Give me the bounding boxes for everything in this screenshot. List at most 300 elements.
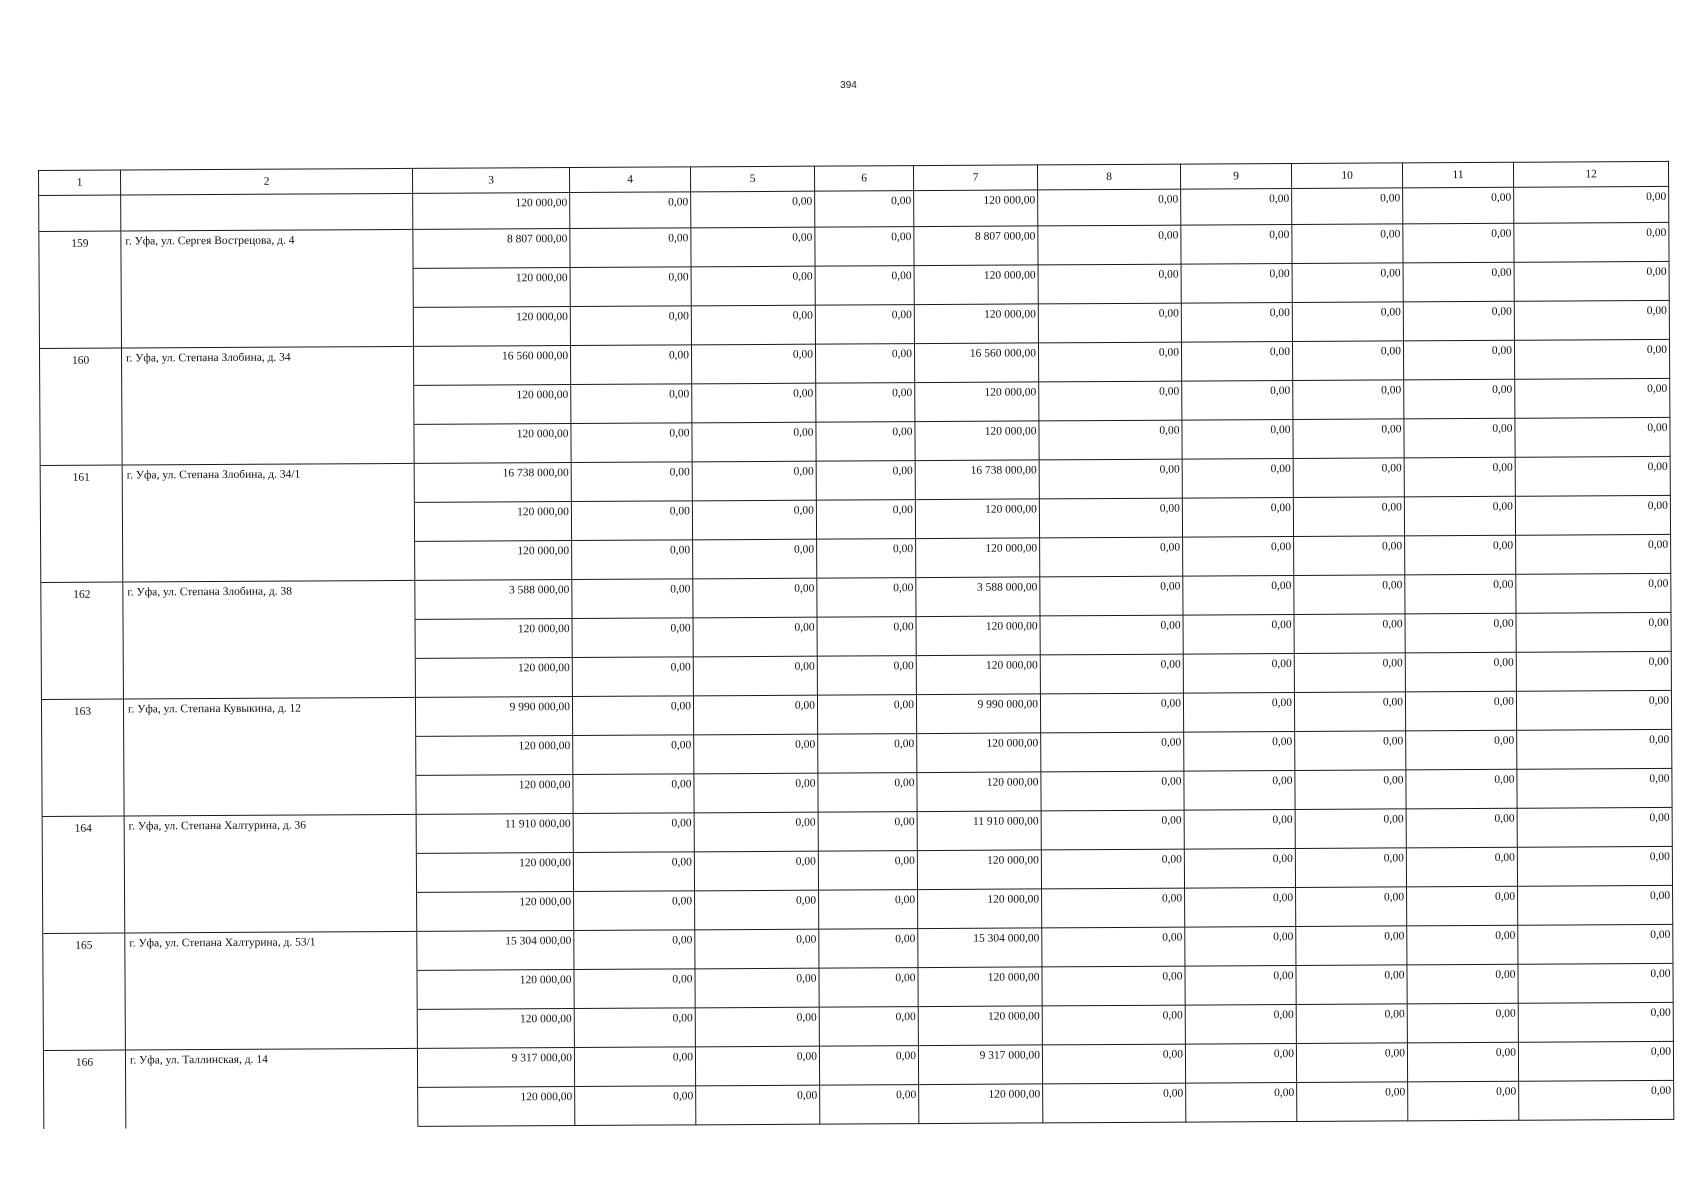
value-cell: 0,00 bbox=[694, 812, 818, 852]
column-header: 10 bbox=[1291, 163, 1402, 189]
value-cell: 120 000,00 bbox=[915, 421, 1039, 461]
value-cell: 0,00 bbox=[1039, 420, 1182, 460]
value-cell: 0,00 bbox=[1404, 379, 1515, 419]
value-cell: 0,00 bbox=[1183, 692, 1294, 732]
value-cell: 0,00 bbox=[1039, 459, 1182, 499]
column-header: 8 bbox=[1037, 164, 1180, 190]
value-cell: 0,00 bbox=[574, 969, 695, 1009]
value-cell: 0,00 bbox=[1182, 497, 1293, 537]
value-cell: 0,00 bbox=[1514, 339, 1669, 379]
row-index: 162 bbox=[41, 582, 123, 621]
budget-table bbox=[38, 161, 1674, 1129]
value-cell: 0,00 bbox=[1181, 302, 1292, 342]
column-header: 4 bbox=[569, 167, 690, 193]
value-cell: 3 588 000,00 bbox=[916, 577, 1040, 617]
address-cell: г. Уфа, ул. Степана Злобина, д. 34 bbox=[121, 346, 413, 387]
value-cell: 0,00 bbox=[1514, 222, 1669, 262]
value-cell: 0,00 bbox=[1183, 614, 1294, 654]
row-index: 163 bbox=[41, 699, 123, 738]
row-index: 161 bbox=[40, 465, 122, 504]
index-cell bbox=[44, 1089, 126, 1128]
value-cell: 0,00 bbox=[1404, 418, 1515, 458]
value-cell: 0,00 bbox=[1406, 847, 1517, 887]
value-cell: 0,00 bbox=[571, 462, 692, 502]
value-cell: 0,00 bbox=[1516, 612, 1671, 652]
value-cell: 0,00 bbox=[1518, 885, 1673, 925]
value-cell: 8 807 000,00 bbox=[413, 229, 570, 269]
value-cell: 0,00 bbox=[1406, 808, 1517, 848]
value-cell: 0,00 bbox=[1292, 263, 1403, 303]
value-cell: 0,00 bbox=[1297, 1082, 1408, 1122]
address-cell bbox=[121, 268, 413, 309]
value-cell: 0,00 bbox=[1182, 458, 1293, 498]
value-cell: 0,00 bbox=[1181, 263, 1292, 303]
value-cell: 0,00 bbox=[1184, 731, 1295, 771]
value-cell: 0,00 bbox=[1294, 653, 1405, 693]
address-cell: г. Уфа, ул. Степана Злобина, д. 34/1 bbox=[122, 463, 414, 504]
value-cell: 0,00 bbox=[1293, 458, 1404, 498]
value-cell: 0,00 bbox=[1181, 188, 1292, 225]
column-header: 1 bbox=[39, 170, 121, 195]
value-cell: 15 304 000,00 bbox=[918, 928, 1042, 968]
value-cell: 0,00 bbox=[1042, 1005, 1185, 1045]
value-cell: 0,00 bbox=[1185, 965, 1296, 1005]
value-cell: 0,00 bbox=[815, 305, 914, 345]
value-cell: 0,00 bbox=[574, 1008, 695, 1048]
value-cell: 15 304 000,00 bbox=[417, 931, 574, 971]
address-cell: г. Уфа, ул. Степана Халтурина, д. 53/1 bbox=[125, 931, 417, 972]
value-cell: 0,00 bbox=[691, 305, 815, 345]
value-cell: 0,00 bbox=[1296, 965, 1407, 1005]
value-cell: 0,00 bbox=[1514, 261, 1669, 301]
address-cell bbox=[123, 658, 415, 699]
value-cell: 0,00 bbox=[817, 617, 916, 657]
value-cell: 0,00 bbox=[695, 1046, 819, 1086]
value-cell: 0,00 bbox=[1039, 381, 1182, 421]
value-cell: 0,00 bbox=[1181, 224, 1292, 264]
value-cell: 0,00 bbox=[1518, 924, 1673, 964]
value-cell: 0,00 bbox=[815, 227, 914, 267]
value-cell: 0,00 bbox=[1292, 302, 1403, 342]
value-cell: 120 000,00 bbox=[919, 1084, 1043, 1124]
value-cell: 0,00 bbox=[571, 501, 692, 541]
index-cell bbox=[43, 894, 125, 933]
address-cell: г. Уфа, ул. Степана Злобина, д. 38 bbox=[123, 580, 415, 621]
index-cell bbox=[41, 543, 123, 582]
value-cell: 0,00 bbox=[1516, 573, 1671, 613]
value-cell: 0,00 bbox=[692, 461, 816, 501]
value-cell: 0,00 bbox=[691, 266, 815, 306]
value-cell: 0,00 bbox=[693, 578, 817, 618]
row-index: 166 bbox=[43, 1050, 125, 1089]
index-cell bbox=[39, 309, 121, 348]
value-cell: 0,00 bbox=[1186, 1082, 1297, 1122]
value-cell: 0,00 bbox=[573, 735, 694, 775]
scanned-sheet bbox=[38, 161, 1673, 1129]
value-cell: 0,00 bbox=[1181, 341, 1292, 381]
value-cell: 0,00 bbox=[1294, 692, 1405, 732]
value-cell: 0,00 bbox=[1404, 457, 1515, 497]
value-cell: 0,00 bbox=[1042, 927, 1185, 967]
value-cell: 0,00 bbox=[691, 191, 815, 228]
value-cell: 0,00 bbox=[1184, 848, 1295, 888]
value-cell: 9 990 000,00 bbox=[415, 697, 572, 737]
value-cell: 0,00 bbox=[818, 773, 917, 813]
value-cell: 0,00 bbox=[1292, 224, 1403, 264]
value-cell: 9 317 000,00 bbox=[417, 1048, 574, 1088]
value-cell: 120 000,00 bbox=[416, 775, 573, 815]
value-cell: 0,00 bbox=[816, 500, 915, 540]
value-cell: 0,00 bbox=[572, 579, 693, 619]
row-index: 164 bbox=[42, 816, 124, 855]
value-cell: 0,00 bbox=[570, 228, 691, 268]
value-cell: 120 000,00 bbox=[917, 772, 1041, 812]
value-cell: 0,00 bbox=[819, 1046, 918, 1086]
value-cell: 0,00 bbox=[1405, 613, 1516, 653]
value-cell: 0,00 bbox=[1041, 849, 1184, 889]
value-cell: 0,00 bbox=[571, 384, 692, 424]
value-cell: 0,00 bbox=[692, 422, 816, 462]
page-number: 394 bbox=[840, 80, 857, 91]
value-cell: 9 990 000,00 bbox=[916, 694, 1040, 734]
column-header: 5 bbox=[690, 166, 814, 192]
address-cell bbox=[123, 619, 415, 660]
index-cell bbox=[43, 1011, 125, 1050]
index-cell bbox=[39, 195, 121, 231]
value-cell: 0,00 bbox=[1293, 380, 1404, 420]
value-cell: 0,00 bbox=[1403, 223, 1514, 263]
value-cell: 0,00 bbox=[692, 500, 816, 540]
value-cell: 0,00 bbox=[1517, 768, 1672, 808]
address-cell bbox=[125, 1009, 417, 1050]
value-cell: 0,00 bbox=[1038, 342, 1181, 382]
value-cell: 0,00 bbox=[1518, 1041, 1673, 1081]
value-cell: 120 000,00 bbox=[418, 1087, 575, 1127]
index-cell bbox=[41, 660, 123, 699]
value-cell: 0,00 bbox=[1407, 1003, 1518, 1043]
value-cell: 0,00 bbox=[1295, 809, 1406, 849]
value-cell: 120 000,00 bbox=[414, 385, 571, 425]
value-cell: 0,00 bbox=[1183, 653, 1294, 693]
value-cell: 0,00 bbox=[1407, 925, 1518, 965]
address-cell bbox=[122, 385, 414, 426]
value-cell: 0,00 bbox=[1183, 575, 1294, 615]
value-cell: 0,00 bbox=[1406, 769, 1517, 809]
value-cell: 0,00 bbox=[818, 851, 917, 891]
value-cell: 0,00 bbox=[1185, 1043, 1296, 1083]
value-cell: 16 560 000,00 bbox=[914, 343, 1038, 383]
value-cell: 0,00 bbox=[1294, 575, 1405, 615]
value-cell: 0,00 bbox=[816, 422, 915, 462]
value-cell: 8 807 000,00 bbox=[914, 226, 1038, 266]
column-header: 11 bbox=[1402, 162, 1513, 188]
value-cell: 120 000,00 bbox=[417, 970, 574, 1010]
value-cell: 0,00 bbox=[1182, 419, 1293, 459]
value-cell: 120 000,00 bbox=[914, 190, 1038, 227]
address-cell bbox=[124, 853, 416, 894]
value-cell: 0,00 bbox=[695, 968, 819, 1008]
value-cell: 0,00 bbox=[691, 227, 815, 267]
value-cell: 0,00 bbox=[1296, 887, 1407, 927]
value-cell: 0,00 bbox=[1514, 186, 1669, 223]
value-cell: 3 588 000,00 bbox=[415, 580, 572, 620]
value-cell: 16 560 000,00 bbox=[413, 346, 570, 386]
value-cell: 120 000,00 bbox=[914, 265, 1038, 305]
value-cell: 0,00 bbox=[1515, 378, 1670, 418]
address-cell bbox=[126, 1087, 418, 1128]
value-cell: 0,00 bbox=[1407, 886, 1518, 926]
value-cell: 0,00 bbox=[1040, 693, 1183, 733]
value-cell: 0,00 bbox=[693, 695, 817, 735]
value-cell: 0,00 bbox=[1518, 1002, 1673, 1042]
index-cell bbox=[42, 777, 124, 816]
value-cell: 16 738 000,00 bbox=[915, 460, 1039, 500]
value-cell: 0,00 bbox=[695, 1007, 819, 1047]
value-cell: 0,00 bbox=[1182, 380, 1293, 420]
value-cell: 0,00 bbox=[572, 657, 693, 697]
address-cell: г. Уфа, ул. Сергея Вострецова, д. 4 bbox=[121, 229, 413, 270]
address-cell bbox=[123, 541, 415, 582]
value-cell: 0,00 bbox=[1185, 887, 1296, 927]
address-cell: г. Уфа, ул. Степана Кувыкина, д. 12 bbox=[123, 697, 415, 738]
value-cell: 0,00 bbox=[572, 618, 693, 658]
value-cell: 0,00 bbox=[1403, 340, 1514, 380]
value-cell: 120 000,00 bbox=[915, 382, 1039, 422]
value-cell: 0,00 bbox=[819, 929, 918, 969]
value-cell: 120 000,00 bbox=[916, 538, 1040, 578]
value-cell: 0,00 bbox=[573, 813, 694, 853]
value-cell: 0,00 bbox=[1515, 417, 1670, 457]
value-cell: 0,00 bbox=[1292, 341, 1403, 381]
value-cell: 0,00 bbox=[1517, 807, 1672, 847]
value-cell: 0,00 bbox=[1293, 419, 1404, 459]
value-cell: 0,00 bbox=[1407, 1042, 1518, 1082]
value-cell: 0,00 bbox=[1405, 535, 1516, 575]
value-cell: 120 000,00 bbox=[414, 424, 571, 464]
value-cell: 0,00 bbox=[694, 734, 818, 774]
value-cell: 0,00 bbox=[1295, 770, 1406, 810]
value-cell: 0,00 bbox=[1406, 730, 1517, 770]
value-cell: 120 000,00 bbox=[918, 967, 1042, 1007]
value-cell: 0,00 bbox=[693, 539, 817, 579]
value-cell: 120 000,00 bbox=[916, 616, 1040, 656]
value-cell: 0,00 bbox=[817, 578, 916, 618]
row-index: 165 bbox=[43, 933, 125, 972]
value-cell: 0,00 bbox=[1293, 497, 1404, 537]
value-cell: 0,00 bbox=[816, 383, 915, 423]
value-cell: 0,00 bbox=[1296, 1043, 1407, 1083]
index-cell bbox=[40, 504, 122, 543]
value-cell: 120 000,00 bbox=[415, 619, 572, 659]
value-cell: 120 000,00 bbox=[417, 892, 574, 932]
value-cell: 0,00 bbox=[1514, 300, 1669, 340]
value-cell: 0,00 bbox=[1519, 1080, 1674, 1120]
value-cell: 11 910 000,00 bbox=[416, 814, 573, 854]
value-cell: 0,00 bbox=[818, 812, 917, 852]
value-cell: 0,00 bbox=[1043, 1083, 1186, 1123]
value-cell: 0,00 bbox=[1042, 966, 1185, 1006]
value-cell: 0,00 bbox=[1294, 614, 1405, 654]
value-cell: 0,00 bbox=[1185, 926, 1296, 966]
address-cell bbox=[124, 736, 416, 777]
value-cell: 120 000,00 bbox=[413, 268, 570, 308]
value-cell: 0,00 bbox=[1038, 303, 1181, 343]
value-cell: 0,00 bbox=[1516, 651, 1671, 691]
value-cell: 0,00 bbox=[1403, 301, 1514, 341]
value-cell: 0,00 bbox=[570, 267, 691, 307]
value-cell: 0,00 bbox=[574, 930, 695, 970]
value-cell: 0,00 bbox=[694, 773, 818, 813]
value-cell: 0,00 bbox=[694, 851, 818, 891]
value-cell: 0,00 bbox=[1407, 964, 1518, 1004]
value-cell: 0,00 bbox=[1518, 963, 1673, 1003]
value-cell: 120 000,00 bbox=[413, 193, 570, 230]
value-cell: 0,00 bbox=[696, 1085, 820, 1125]
address-cell bbox=[121, 193, 413, 231]
value-cell: 0,00 bbox=[1517, 846, 1672, 886]
value-cell: 0,00 bbox=[1404, 496, 1515, 536]
value-cell: 0,00 bbox=[575, 1086, 696, 1126]
value-cell: 0,00 bbox=[570, 306, 691, 346]
value-cell: 0,00 bbox=[574, 1047, 695, 1087]
value-cell: 16 738 000,00 bbox=[414, 463, 571, 503]
value-cell: 120 000,00 bbox=[918, 1006, 1042, 1046]
value-cell: 9 317 000,00 bbox=[918, 1045, 1042, 1085]
value-cell: 0,00 bbox=[571, 423, 692, 463]
value-cell: 0,00 bbox=[819, 890, 918, 930]
value-cell: 0,00 bbox=[1295, 848, 1406, 888]
index-cell bbox=[42, 738, 124, 777]
value-cell: 120 000,00 bbox=[415, 658, 572, 698]
value-cell: 0,00 bbox=[1296, 926, 1407, 966]
value-cell: 0,00 bbox=[572, 696, 693, 736]
index-cell bbox=[41, 621, 123, 660]
value-cell: 0,00 bbox=[1041, 732, 1184, 772]
value-cell: 0,00 bbox=[691, 344, 815, 384]
value-cell: 11 910 000,00 bbox=[917, 811, 1041, 851]
value-cell: 0,00 bbox=[1403, 187, 1514, 224]
column-header: 7 bbox=[913, 165, 1037, 191]
value-cell: 0,00 bbox=[693, 656, 817, 696]
column-header: 3 bbox=[412, 168, 569, 194]
value-cell: 0,00 bbox=[816, 461, 915, 501]
column-header: 9 bbox=[1180, 163, 1291, 189]
value-cell: 0,00 bbox=[1041, 771, 1184, 811]
value-cell: 0,00 bbox=[1038, 264, 1181, 304]
value-cell: 0,00 bbox=[1040, 615, 1183, 655]
value-cell: 0,00 bbox=[1408, 1081, 1519, 1121]
value-cell: 0,00 bbox=[695, 929, 819, 969]
value-cell: 0,00 bbox=[1296, 1004, 1407, 1044]
value-cell: 120 000,00 bbox=[414, 502, 571, 542]
value-cell: 0,00 bbox=[692, 383, 816, 423]
index-cell bbox=[40, 426, 122, 465]
index-cell bbox=[40, 387, 122, 426]
index-cell bbox=[43, 972, 125, 1011]
value-cell: 120 000,00 bbox=[415, 541, 572, 581]
value-cell: 0,00 bbox=[573, 852, 694, 892]
address-cell bbox=[125, 970, 417, 1011]
value-cell: 0,00 bbox=[1515, 495, 1670, 535]
value-cell: 0,00 bbox=[572, 540, 693, 580]
value-cell: 120 000,00 bbox=[416, 853, 573, 893]
value-cell: 0,00 bbox=[1040, 654, 1183, 694]
value-cell: 0,00 bbox=[815, 266, 914, 306]
value-cell: 0,00 bbox=[570, 192, 691, 229]
value-cell: 0,00 bbox=[815, 191, 914, 228]
value-cell: 0,00 bbox=[1516, 534, 1671, 574]
value-cell: 120 000,00 bbox=[915, 499, 1039, 539]
value-cell: 0,00 bbox=[693, 617, 817, 657]
row-index: 160 bbox=[39, 348, 121, 387]
index-cell bbox=[42, 855, 124, 894]
address-cell bbox=[125, 892, 417, 933]
value-cell: 0,00 bbox=[1040, 537, 1183, 577]
value-cell: 0,00 bbox=[817, 656, 916, 696]
value-cell: 120 000,00 bbox=[917, 733, 1041, 773]
value-cell: 0,00 bbox=[817, 539, 916, 579]
value-cell: 0,00 bbox=[1517, 729, 1672, 769]
value-cell: 0,00 bbox=[1038, 225, 1181, 265]
column-header: 2 bbox=[121, 168, 413, 195]
value-cell: 0,00 bbox=[573, 774, 694, 814]
value-cell: 120 000,00 bbox=[413, 307, 570, 347]
value-cell: 0,00 bbox=[815, 344, 914, 384]
column-header: 6 bbox=[814, 166, 913, 192]
address-cell bbox=[124, 775, 416, 816]
value-cell: 0,00 bbox=[820, 1085, 919, 1125]
column-header: 12 bbox=[1513, 161, 1668, 187]
value-cell: 0,00 bbox=[1184, 770, 1295, 810]
value-cell: 0,00 bbox=[570, 345, 691, 385]
value-cell: 0,00 bbox=[1042, 888, 1185, 928]
address-cell: г. Уфа, ул. Таллинская, д. 14 bbox=[125, 1048, 417, 1089]
address-cell bbox=[122, 424, 414, 465]
value-cell: 0,00 bbox=[1041, 810, 1184, 850]
value-cell: 0,00 bbox=[1185, 1004, 1296, 1044]
table-row bbox=[44, 1080, 1674, 1128]
value-cell: 0,00 bbox=[819, 1007, 918, 1047]
value-cell: 0,00 bbox=[1039, 498, 1182, 538]
address-cell: г. Уфа, ул. Степана Халтурина, д. 36 bbox=[124, 814, 416, 855]
value-cell: 0,00 bbox=[1405, 691, 1516, 731]
index-cell bbox=[39, 270, 121, 309]
value-cell: 120 000,00 bbox=[416, 736, 573, 776]
value-cell: 0,00 bbox=[819, 968, 918, 1008]
value-cell: 0,00 bbox=[1405, 574, 1516, 614]
value-cell: 0,00 bbox=[1183, 536, 1294, 576]
row-index: 159 bbox=[39, 231, 121, 270]
value-cell: 0,00 bbox=[574, 891, 695, 931]
value-cell: 120 000,00 bbox=[917, 850, 1041, 890]
value-cell: 0,00 bbox=[1515, 456, 1670, 496]
value-cell: 0,00 bbox=[1294, 536, 1405, 576]
value-cell: 0,00 bbox=[1038, 189, 1181, 226]
value-cell: 0,00 bbox=[1405, 652, 1516, 692]
value-cell: 0,00 bbox=[1295, 731, 1406, 771]
value-cell: 120 000,00 bbox=[918, 889, 1042, 929]
address-cell bbox=[122, 502, 414, 543]
value-cell: 0,00 bbox=[1516, 690, 1671, 730]
value-cell: 0,00 bbox=[818, 734, 917, 774]
value-cell: 120 000,00 bbox=[916, 655, 1040, 695]
value-cell: 0,00 bbox=[1042, 1044, 1185, 1084]
value-cell: 120 000,00 bbox=[914, 304, 1038, 344]
value-cell: 0,00 bbox=[1040, 576, 1183, 616]
value-cell: 0,00 bbox=[695, 890, 819, 930]
value-cell: 120 000,00 bbox=[417, 1009, 574, 1049]
address-cell bbox=[121, 307, 413, 348]
